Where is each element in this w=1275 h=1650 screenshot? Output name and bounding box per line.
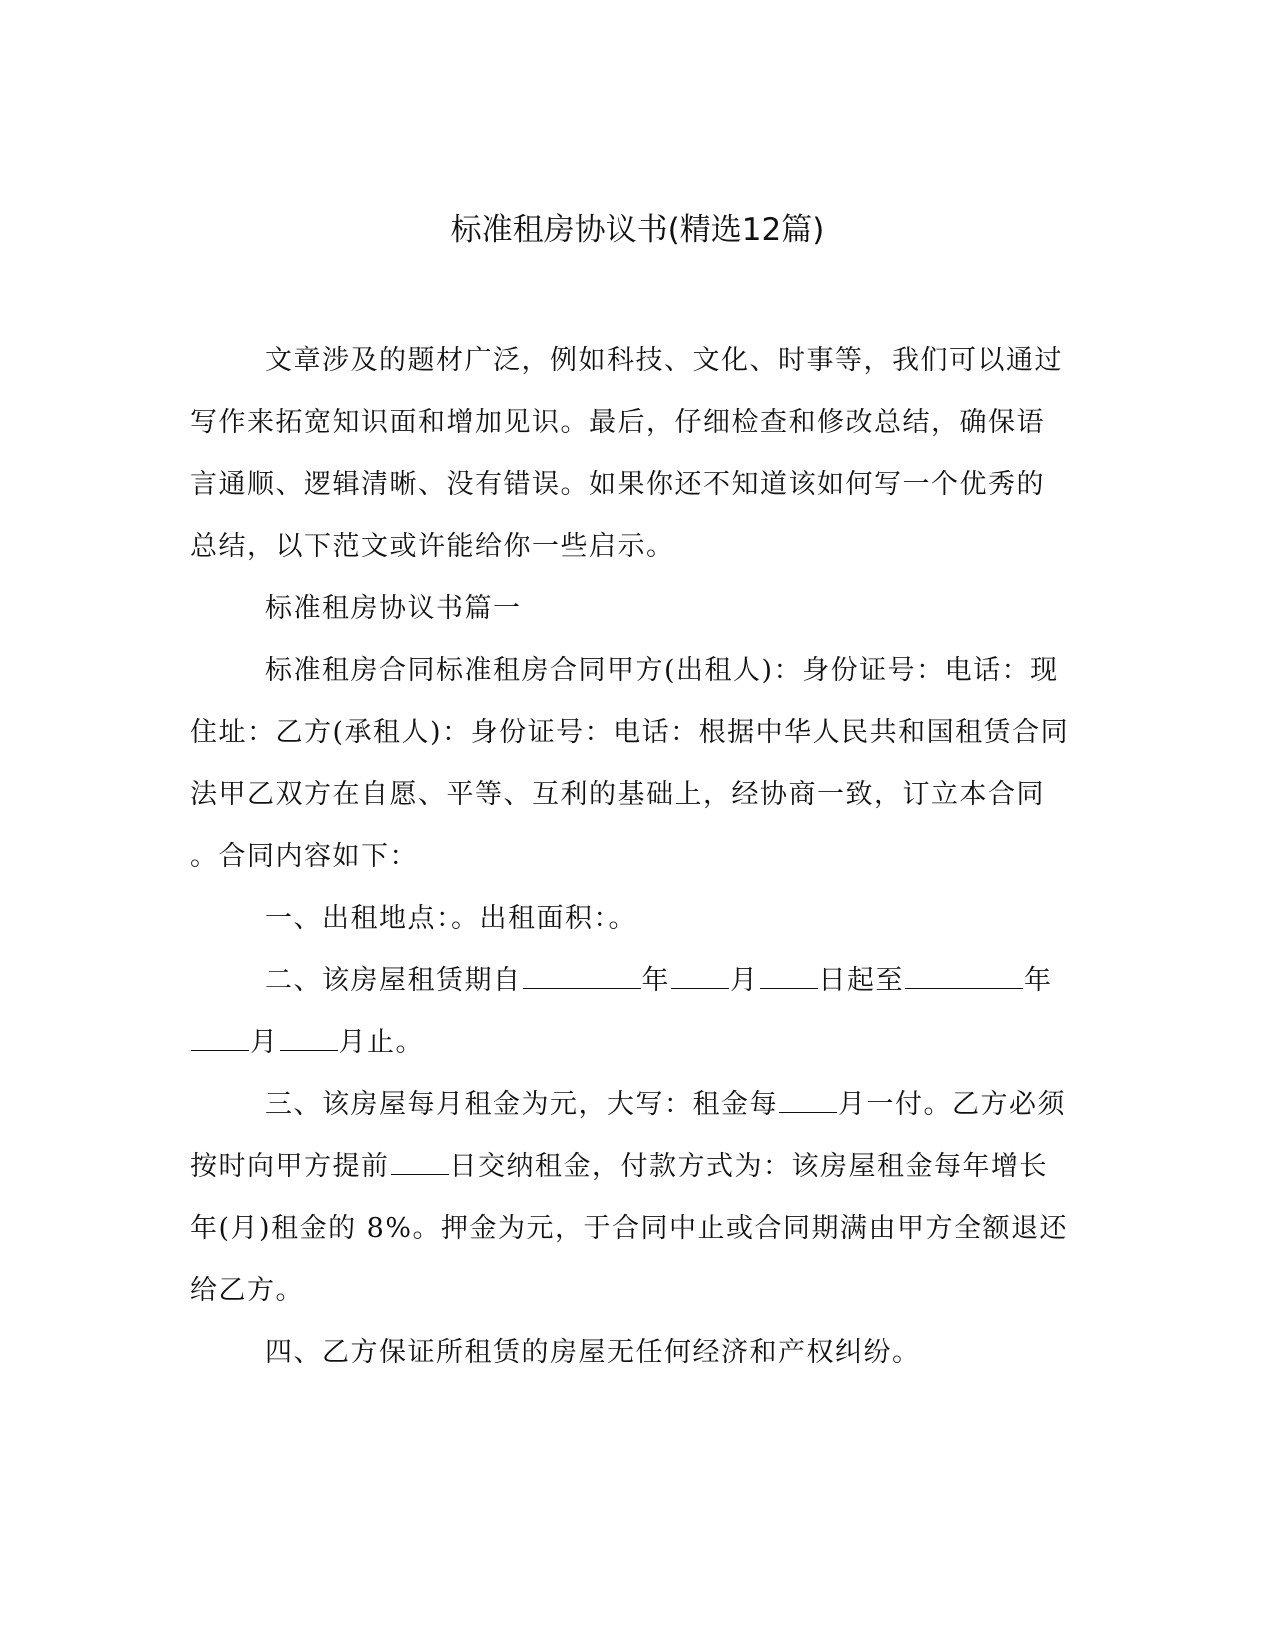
clause-text: 月一付。乙方必须 <box>838 1089 1066 1120</box>
text-line: 。合同内容如下： <box>190 841 418 872</box>
text-line: 住址：乙方(承租人)：身份证号：电话：根据中华人民共和国租赁合同 <box>190 717 1070 748</box>
fill-in-blank <box>779 1092 837 1113</box>
text-line <box>190 1136 1080 1198</box>
text-line: 年(月)租金的 8%。押金为元，于合同中止或合同期满由甲方全额退还 <box>190 1213 1068 1244</box>
section-heading-text: 标准租房协议书篇一 <box>265 593 522 624</box>
clause-3 <box>190 1074 1080 1322</box>
text-line <box>190 950 1080 1012</box>
text-line <box>190 1074 1080 1136</box>
clause-text: 年 <box>1024 965 1053 996</box>
fill-in-blank <box>760 968 818 989</box>
clause-text: 年 <box>641 965 670 996</box>
clause-text: 日起至 <box>818 965 904 996</box>
clause-4-text: 四、乙方保证所租赁的房屋无任何经济和产权纠纷。 <box>265 1337 921 1368</box>
text-line: 法甲乙双方在自愿、平等、互利的基础上，经协商一致，订立本合同 <box>190 779 1045 810</box>
clause-text: 二、该房屋租赁期自 <box>265 965 522 996</box>
fill-in-blank <box>391 1154 449 1175</box>
clause-1-text: 一、出租地点：。出租面积：。 <box>265 903 637 934</box>
document-title: 标准租房协议书(精选12篇) <box>450 212 825 248</box>
clause-text: 三、该房屋每月租金为元，大写：租金每 <box>265 1089 778 1120</box>
clause-1 <box>190 888 1080 950</box>
contract-intro-paragraph <box>190 640 1080 888</box>
intro-paragraph <box>190 330 1080 578</box>
text-line: 言通顺、逻辑清晰、没有错误。如果你还不知道该如何写一个优秀的 <box>190 469 1045 500</box>
section-heading <box>190 578 1080 640</box>
fill-in-blank <box>280 1030 338 1051</box>
clause-text: 日交纳租金，付款方式为：该房屋租金每年增长 <box>449 1151 1048 1182</box>
text-line <box>190 1012 1080 1074</box>
clause-4 <box>190 1322 1080 1384</box>
text-line: 总结，以下范文或许能给你一些启示。 <box>190 531 675 562</box>
clause-text: 月止。 <box>338 1027 424 1058</box>
fill-in-blank <box>523 968 641 989</box>
clause-2 <box>190 950 1080 1074</box>
clause-text: 月 <box>730 965 759 996</box>
text-line: 标准租房合同标准租房合同甲方(出租人)：身份证号：电话：现 <box>265 655 1059 686</box>
text-line: 写作来拓宽知识面和增加见识。最后，仔细检查和修改总结，确保语 <box>190 407 1045 438</box>
clause-text: 按时向甲方提前 <box>190 1151 390 1182</box>
clause-text: 月 <box>250 1027 279 1058</box>
fill-in-blank <box>905 968 1023 989</box>
fill-in-blank <box>191 1030 249 1051</box>
fill-in-blank <box>671 968 729 989</box>
document-body <box>190 330 1080 1384</box>
text-line: 给乙方。 <box>190 1275 304 1306</box>
text-line: 文章涉及的题材广泛，例如科技、文化、时事等，我们可以通过 <box>265 345 1063 376</box>
